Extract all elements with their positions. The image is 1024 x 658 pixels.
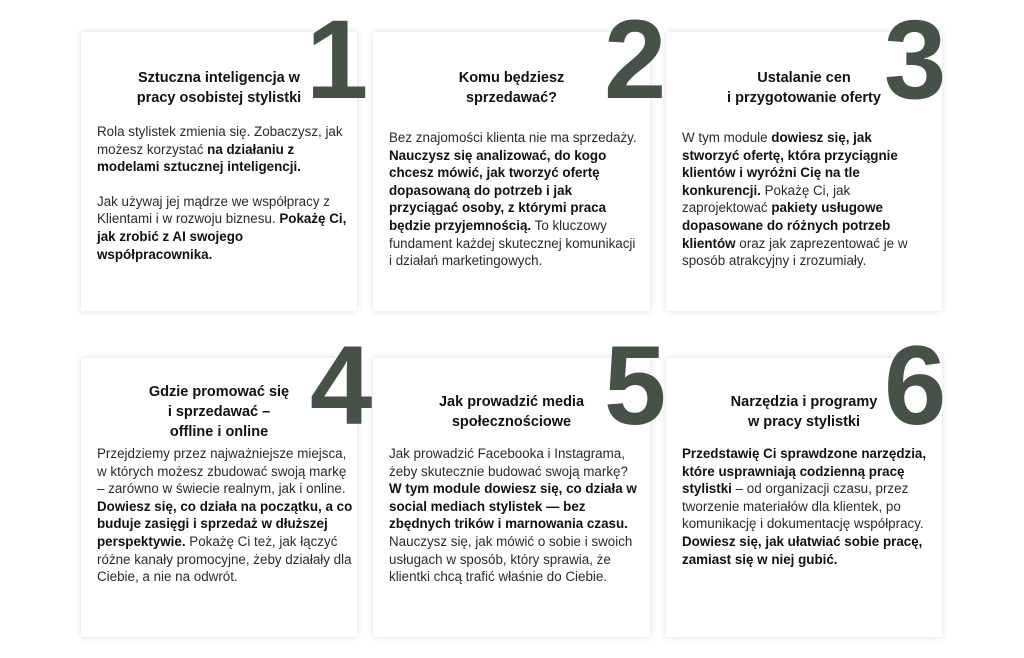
module-card-5 [373, 358, 650, 637]
bold-text: Przedstawię Ci sprawdzone narzędzia, które usprawniają codzienną pracę stylistki [682, 446, 927, 497]
description-paragraph [97, 123, 347, 176]
module-description [682, 129, 928, 270]
bold-text: Dowiesz się, co działa na początku, a co buduje zasięgi i sprzedaż w dłuższej perspektywie. [97, 498, 353, 549]
module-description [97, 445, 357, 586]
description-paragraph [97, 445, 357, 586]
bold-text: na działaniu z modelami sztucznej inteligencji. [97, 141, 301, 175]
bold-text: pakiety usługowe dopasowane do różnych potrzeb klientów [682, 200, 891, 251]
module-number: 1 [306, 0, 369, 122]
module-number: 5 [604, 323, 667, 448]
text: oraz jak zaprezentować je w sposób atrakcyjny i zrozumiały. [682, 235, 908, 269]
module-title: Ustalanie cen i przygotowanie oferty [727, 70, 881, 106]
module-card-4 [81, 358, 357, 637]
text: Jak prowadzić Facebooka i Instagrama, żeby skutecznie budować swoją markę? [389, 446, 628, 479]
text: To kluczowy fundament każdej skutecznej komunikacji i działań marketingowych. [389, 217, 636, 269]
text: Pokażę Ci, jak zaprojektować [682, 182, 851, 216]
module-title: Narzędzia i programy w pracy stylistki [730, 394, 878, 430]
module-number: 4 [310, 323, 373, 448]
bold-text: W tym module dowiesz się, co działa w social mediach stylistek — bez zbędnych trików i marnowania czasu. [389, 481, 637, 532]
text: – od organizacji czasu, przez tworzenie materiałów dla klientek, po komunikację i dokumentację współpracy. [682, 481, 924, 532]
module-title: Sztuczna inteligencja w pracy osobistej stylistki [136, 70, 302, 106]
bold-text: Nauczysz się analizować, do kogo chcesz mówić, jak tworzyć ofertę dopasowaną do potrzeb i jak przyciągać osoby, z którymi praca będzie przyjemnością. [389, 147, 607, 233]
module-card-1 [81, 32, 357, 311]
module-number: 2 [604, 0, 667, 122]
module-description [389, 445, 639, 586]
description-paragraph [682, 445, 932, 568]
description-paragraph [97, 193, 347, 263]
module-card-6 [666, 358, 942, 637]
bold-text: Dowiesz się, jak ułatwiać sobie pracę, zamiast się w niej gubić. [682, 533, 923, 567]
module-card-3 [666, 32, 942, 311]
module-description [97, 123, 347, 263]
bold-text: dowiesz się, jak stworzyć ofertę, która przyciągnie klientów i wyróżni Cię na tle konkurencji. [682, 130, 898, 198]
description-paragraph [389, 445, 639, 586]
module-title: Jak prowadzić media społecznościowe [438, 394, 585, 430]
text: W tym module [682, 130, 772, 145]
text: Pokażę Ci też, jak łączyć różne kanały promocyjne, żeby działały dla Ciebie, a nie na odwrót. [97, 533, 352, 585]
description-paragraph [682, 129, 928, 270]
module-description [389, 129, 639, 270]
module-title: Gdzie promować się i sprzedawać – offline i online [148, 384, 290, 440]
text: Bez znajomości klienta nie ma sprzedaży. [389, 130, 637, 145]
module-description [682, 445, 932, 568]
text: Przejdziemy przez najważniejsze miejsca, w których możesz zbudować swoją markę – zarówno w świecie realnym, jak i online. [97, 446, 347, 497]
module-number: 3 [884, 0, 947, 122]
module-title: Komu będziesz sprzedawać? [458, 70, 565, 106]
module-card-2 [373, 32, 650, 311]
text: Rola stylistek zmienia się. Zobaczysz, jak możesz korzystać [97, 124, 343, 157]
text: Jak używaj jej mądrze we współpracy z Klientami i w rozwoju biznesu. [97, 193, 330, 227]
module-number: 6 [884, 323, 947, 448]
text: Nauczysz się, jak mówić o sobie i swoich usługach w sposób, który sprawia, że klientki chcą trafić właśnie do Ciebie. [389, 533, 633, 585]
bold-text: Pokażę Ci, jak zrobić z AI swojego współpracownika. [97, 211, 347, 262]
description-paragraph [389, 129, 639, 270]
